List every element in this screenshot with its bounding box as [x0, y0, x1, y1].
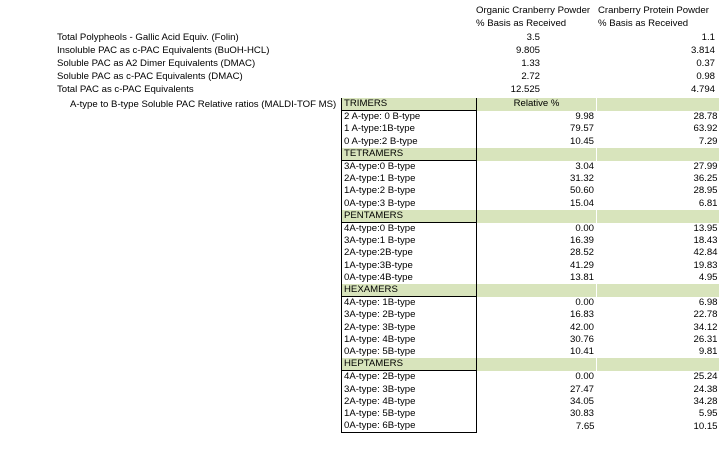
section-name: HEXAMERS: [342, 284, 477, 297]
table-row: [342, 185, 719, 197]
ratio-value-organic: 31.32: [569, 173, 594, 185]
ratio-label: 1A-type:3B-type: [342, 260, 477, 272]
table-row: [342, 309, 719, 321]
ratio-label: 3A-type:1 B-type: [342, 235, 477, 247]
summary-label: Soluble PAC as c-PAC Equivalents (DMAC): [57, 71, 243, 82]
table-row: [342, 420, 719, 433]
section-header-row: [342, 98, 719, 111]
ratio-value-protein: 28.78: [693, 110, 718, 122]
table-row: [342, 235, 719, 247]
ratio-value-organic: 10.45: [569, 135, 594, 147]
ratio-value-organic: 3.04: [575, 160, 594, 172]
ratio-label: 4A-type:0 B-type: [342, 223, 477, 236]
table-row: [342, 173, 719, 185]
ratio-value-organic: 16.83: [569, 309, 594, 321]
relative-header: [477, 284, 597, 297]
ratio-value-protein: 10.15: [693, 420, 718, 432]
column-header-title: Organic Cranberry Powder: [476, 5, 591, 16]
ratio-value-protein: 13.95: [693, 222, 718, 234]
maldi-label: A-type to B-type Soluble PAC Relative ratios (MALDI-TOF MS): [70, 99, 337, 110]
ratio-value-protein: 6.98: [698, 297, 718, 308]
column-header-title: Cranberry Protein Powder: [598, 5, 709, 16]
column-header-subtitle: % Basis as Received: [598, 18, 689, 29]
summary-value-organic: 9.805: [515, 45, 540, 56]
section-header-blank: [597, 148, 719, 161]
table-row: [342, 346, 719, 358]
ratio-value-protein: 4.95: [698, 271, 718, 283]
ratio-label: 0A-type:4B-type: [342, 272, 477, 284]
ratio-value-protein: 34.12: [693, 321, 718, 333]
summary-value-organic: 3.5: [526, 32, 540, 43]
ratio-value-protein: 26.31: [693, 333, 718, 345]
section-name: PENTAMERS: [342, 210, 477, 223]
table-row: [342, 123, 719, 135]
relative-header: Relative %: [477, 98, 597, 111]
table-row: [342, 260, 719, 272]
ratio-label: 0 A-type:2 B-type: [342, 136, 477, 148]
section-header-blank: [597, 98, 719, 111]
section-header-blank: [597, 358, 719, 371]
summary-label: Total PAC as c-PAC Equivalents: [57, 84, 194, 95]
section-name: HEPTAMERS: [342, 358, 477, 371]
ratio-value-protein: 22.78: [693, 309, 718, 321]
summary-label: Insoluble PAC as c-PAC Equivalents (BuOH-HCL): [57, 45, 270, 56]
ratio-label: 0A-type: 6B-type: [342, 420, 477, 433]
ratio-value-protein: 9.81: [698, 346, 718, 358]
table-row: [342, 136, 719, 148]
column-header-organic-cranberry: [476, 4, 590, 30]
ratio-value-protein: 7.29: [698, 135, 718, 147]
summary-value-organic: 1.33: [521, 58, 540, 69]
summary-table: [0, 31, 719, 96]
summary-value-protein: 3.814: [690, 45, 715, 56]
ratio-label: 0A-type:3 B-type: [342, 198, 477, 210]
ratio-label: 2A-type:1 B-type: [342, 173, 477, 185]
table-row: [342, 223, 719, 236]
ratio-value-protein: 36.25: [693, 173, 718, 185]
ratio-value-protein: 63.92: [693, 123, 718, 135]
table-row: [342, 396, 719, 408]
ratio-value-protein: 19.83: [693, 259, 718, 271]
relative-header: [477, 210, 597, 223]
ratio-label: 2A-type:2B-type: [342, 247, 477, 259]
table-row: [342, 371, 719, 384]
table-row: [342, 161, 719, 174]
ratio-label: 3A-type: 3B-type: [342, 384, 477, 396]
ratio-value-organic: 41.29: [569, 259, 594, 271]
table-row: [342, 247, 719, 259]
ratio-label: 2 A-type: 0 B-type: [342, 111, 477, 124]
ratio-label: 4A-type: 2B-type: [342, 371, 477, 384]
summary-value-organic: 12.525: [510, 84, 540, 95]
ratio-label: 2A-type: 4B-type: [342, 396, 477, 408]
table-row: [342, 272, 719, 284]
ratio-value-organic: 0.00: [575, 222, 594, 234]
section-header-blank: [597, 284, 719, 297]
section-header-row: [342, 210, 719, 223]
section-header-blank: [597, 210, 719, 223]
relative-header: [477, 358, 597, 371]
summary-row: [0, 44, 719, 57]
ratio-value-protein: 18.43: [693, 235, 718, 247]
ratio-value-organic: 28.52: [569, 247, 594, 259]
section-header-row: [342, 358, 719, 371]
ratio-label: 2A-type: 3B-type: [342, 322, 477, 334]
ratio-value-organic: 15.04: [569, 197, 594, 209]
ratio-value-protein: 25.24: [693, 371, 718, 383]
ratio-label: 0A-type: 5B-type: [342, 346, 477, 358]
summary-row: [0, 83, 719, 96]
ratio-value-protein: 42.84: [693, 247, 718, 259]
ratio-value-organic: 0.00: [575, 371, 594, 383]
ratio-value-protein: 6.81: [698, 197, 718, 209]
table-row: [342, 322, 719, 334]
ratio-value-protein: 34.28: [693, 395, 718, 407]
ratio-label: 1A-type:2 B-type: [342, 185, 477, 197]
ratio-value-protein: 28.95: [693, 185, 718, 197]
ratio-value-organic: 30.76: [569, 333, 594, 345]
ratio-value-organic: 79.57: [569, 123, 594, 135]
ratio-label: 3A-type: 2B-type: [342, 309, 477, 321]
summary-label: Total Polypheols - Gallic Acid Equiv. (Folin): [57, 32, 239, 43]
summary-value-protein: 0.37: [696, 58, 715, 69]
column-header-subtitle: % Basis as Received: [476, 18, 567, 29]
ratio-value-organic: 34.05: [569, 395, 594, 407]
column-header-cranberry-protein: [598, 4, 709, 30]
ratio-value-organic: 10.41: [569, 346, 594, 358]
table-row: [342, 111, 719, 124]
table-row: [342, 408, 719, 420]
ratio-value-organic: 7.65: [575, 420, 595, 432]
table-row: [342, 384, 719, 396]
ratio-value-organic: 9.98: [575, 110, 594, 122]
ratio-value-organic: 0.00: [575, 297, 594, 308]
section-name: TETRAMERS: [342, 148, 477, 161]
table-row: [342, 297, 719, 310]
table-row: [342, 334, 719, 346]
ratio-value-protein: 24.38: [693, 383, 718, 395]
ratio-label: 1A-type: 5B-type: [342, 408, 477, 420]
summary-label: Soluble PAC as A2 Dimer Equivalents (DMAC): [57, 58, 256, 69]
summary-row: [0, 70, 719, 83]
summary-value-protein: 1.1: [701, 32, 715, 43]
ratio-value-organic: 42.00: [569, 321, 594, 333]
ratio-value-organic: 50.60: [569, 185, 594, 197]
summary-value-protein: 0.98: [696, 71, 715, 82]
ratio-label: 1 A-type:1B-type: [342, 123, 477, 135]
summary-row: [0, 57, 719, 70]
ratio-value-protein: 5.95: [698, 408, 718, 420]
ratio-value-protein: 27.99: [693, 160, 718, 172]
table-row: [342, 198, 719, 210]
ratio-label: 1A-type: 4B-type: [342, 334, 477, 346]
ratio-label: 4A-type: 1B-type: [342, 297, 477, 310]
ratio-value-organic: 16.39: [569, 235, 594, 247]
ratio-value-organic: 27.47: [569, 383, 594, 395]
ratio-table: [341, 98, 719, 433]
ratio-value-organic: 30.83: [569, 408, 594, 420]
ratio-value-organic: 13.81: [569, 271, 594, 283]
section-header-row: [342, 284, 719, 297]
section-header-row: [342, 148, 719, 161]
summary-value-organic: 2.72: [521, 71, 540, 82]
section-name: TRIMERS: [342, 98, 477, 111]
relative-header: [477, 148, 597, 161]
summary-row: [0, 31, 719, 44]
ratio-label: 3A-type:0 B-type: [342, 161, 477, 174]
summary-value-protein: 4.794: [690, 84, 715, 95]
